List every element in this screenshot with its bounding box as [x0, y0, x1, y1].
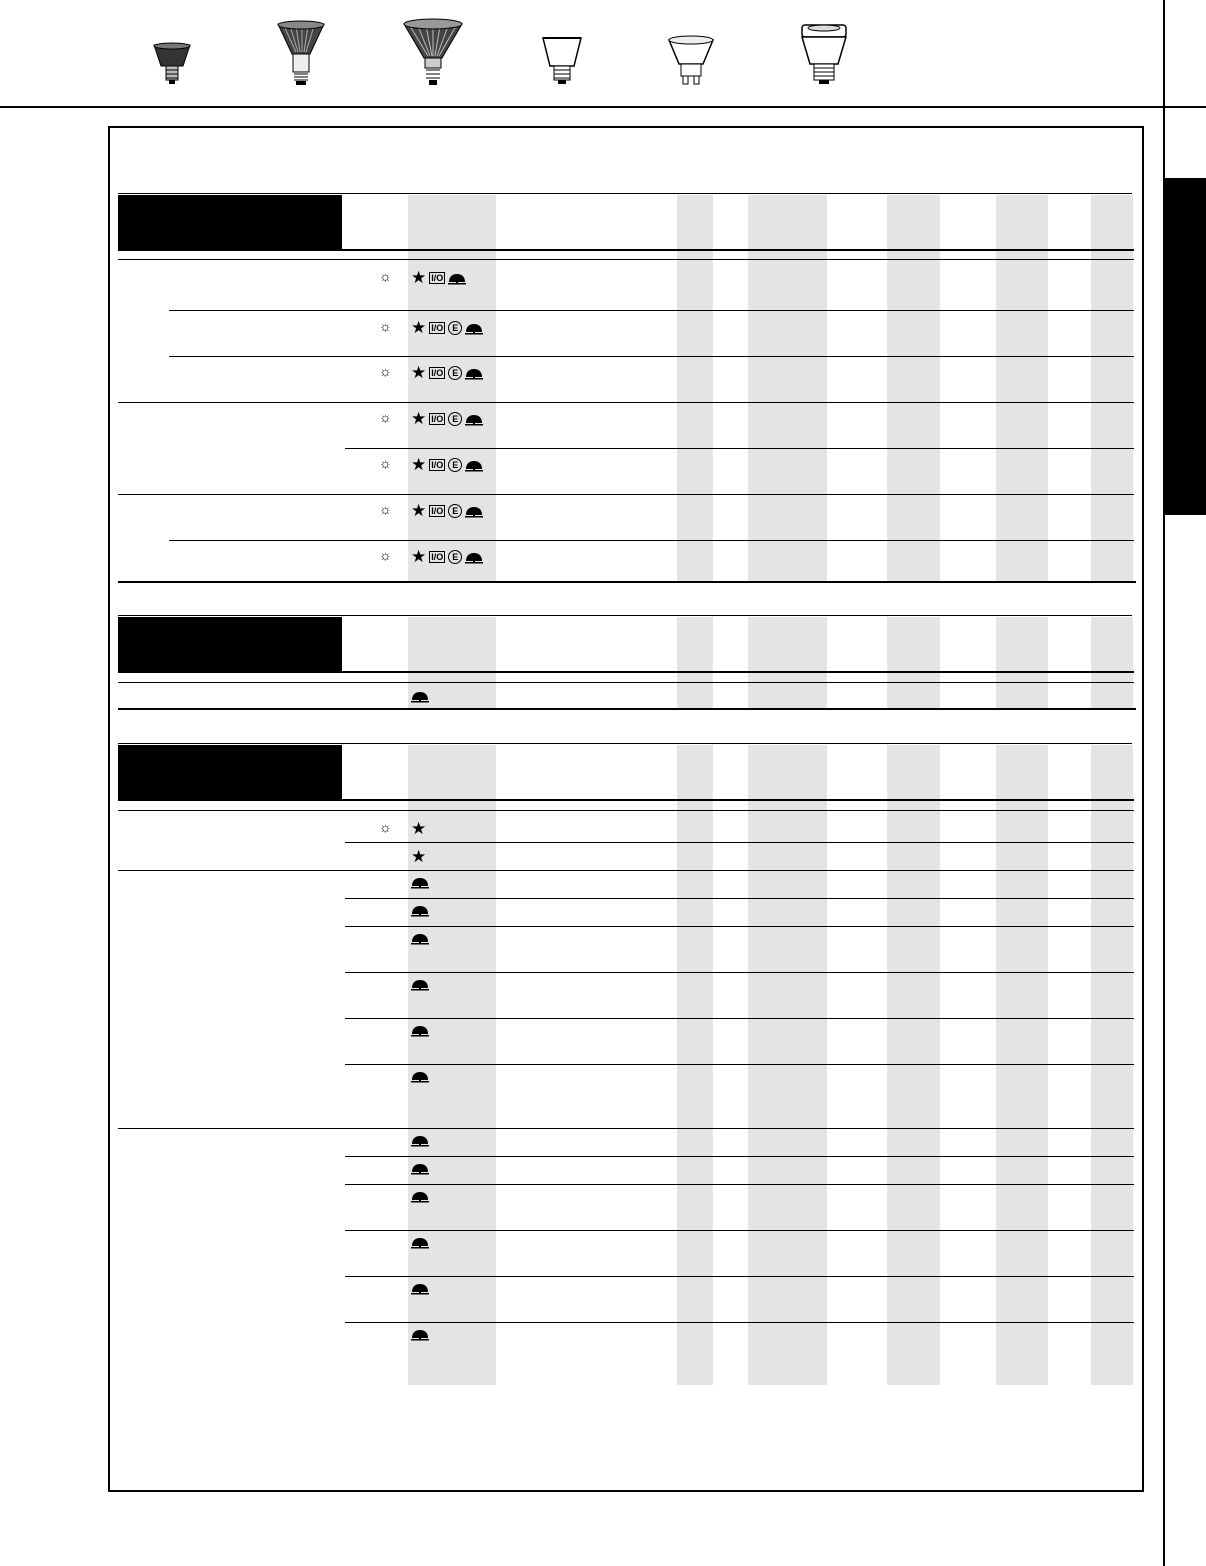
- feature-symbol-group: [411, 1134, 429, 1146]
- table-rule: [345, 926, 1134, 927]
- section-header-block: [118, 745, 342, 800]
- shaded-column: [748, 195, 827, 581]
- feature-symbol-group: [411, 690, 429, 702]
- table-rule: [118, 870, 1134, 871]
- shaded-column: [1091, 617, 1133, 709]
- energy-star-icon: ★: [411, 363, 427, 382]
- shaded-column: [996, 617, 1048, 709]
- table-rule: [118, 193, 1132, 194]
- sun-icon: ☼: [379, 547, 392, 563]
- indoor-outdoor-icon: I/O: [431, 413, 444, 424]
- section-header-block: [118, 617, 342, 672]
- table-rule: [169, 356, 1134, 357]
- energy-star-icon: ★: [411, 819, 427, 838]
- shaded-column: [887, 745, 940, 1385]
- table-rule: [345, 898, 1134, 899]
- table-rule: [118, 615, 1132, 616]
- ecologo-tree-icon: [411, 1134, 429, 1146]
- feature-symbol-group: [411, 1070, 429, 1082]
- feature-symbol-group: [411, 1024, 429, 1036]
- energy-star-icon: ★: [411, 268, 427, 287]
- sun-icon: ☼: [379, 455, 392, 471]
- energy-star-icon: ★: [411, 318, 427, 337]
- par20-halogen-lamp-icon: [150, 42, 194, 86]
- ecologo-tree-icon: [411, 978, 429, 990]
- feature-symbol-group: [411, 269, 466, 286]
- indoor-outdoor-icon: I/O: [431, 367, 444, 378]
- led-reflector-lamp-icon: [798, 22, 850, 86]
- sun-icon: ☼: [379, 318, 392, 334]
- feature-symbol-group: [411, 319, 483, 336]
- ecologo-tree-icon: [411, 904, 429, 916]
- shaded-column: [748, 617, 827, 709]
- ecologo-tree-icon: [411, 932, 429, 944]
- table-rule: [118, 1128, 1134, 1129]
- ecologo-tree-icon: [411, 1282, 429, 1294]
- ecologo-tree-icon: [465, 367, 483, 379]
- table-rule: [118, 581, 1136, 583]
- feature-symbol-group: [411, 1236, 429, 1248]
- feature-symbol-group: [411, 456, 483, 473]
- table-rule: [118, 708, 1136, 710]
- feature-symbol-group: [411, 978, 429, 990]
- ecologo-tree-icon: [411, 1162, 429, 1174]
- table-rule: [345, 1322, 1134, 1323]
- table-rule: [345, 972, 1134, 973]
- shaded-column: [996, 745, 1048, 1385]
- ecologo-tree-icon: [465, 413, 483, 425]
- energy-e-icon: E: [448, 321, 462, 335]
- led-par-lamp-icon: [540, 34, 584, 86]
- gu10-led-lamp-icon: [666, 34, 716, 86]
- table-rule: [118, 682, 1134, 683]
- table-rule: [118, 402, 1134, 403]
- sun-icon: ☼: [379, 819, 392, 835]
- feature-symbol-group: [411, 502, 483, 519]
- table-rule: [345, 1184, 1134, 1185]
- indoor-outdoor-icon: I/O: [431, 551, 444, 562]
- table-rule: [118, 249, 1134, 251]
- energy-e-icon: E: [448, 504, 462, 518]
- energy-e-icon: E: [448, 412, 462, 426]
- ecologo-tree-icon: [411, 1070, 429, 1082]
- ecologo-tree-icon: [411, 1190, 429, 1202]
- energy-e-icon: E: [448, 550, 462, 564]
- energy-star-icon: ★: [411, 547, 427, 566]
- ecologo-tree-icon: [465, 459, 483, 471]
- ecologo-tree-icon: [465, 505, 483, 517]
- ecologo-tree-icon: [465, 322, 483, 334]
- header-rule: [0, 106, 1206, 108]
- feature-symbol-group: [411, 820, 426, 837]
- energy-star-icon: ★: [411, 847, 427, 866]
- table-rule: [345, 842, 1134, 843]
- lamp-image-strip: [0, 0, 1164, 107]
- table-rule: [345, 1276, 1134, 1277]
- table-rule: [118, 671, 1134, 673]
- feature-symbol-group: [411, 1162, 429, 1174]
- feature-symbol-group: [411, 904, 429, 916]
- shaded-column: [1091, 745, 1133, 1385]
- energy-e-icon: E: [448, 366, 462, 380]
- ecologo-tree-icon: [411, 876, 429, 888]
- sun-icon: ☼: [379, 409, 392, 425]
- energy-star-icon: ★: [411, 455, 427, 474]
- ecologo-tree-icon: [465, 551, 483, 563]
- feature-symbol-group: [411, 548, 483, 565]
- sun-icon: ☼: [379, 363, 392, 379]
- product-table-frame: [108, 126, 1144, 1492]
- feature-symbol-group: [411, 1282, 429, 1294]
- table-rule: [345, 1018, 1134, 1019]
- table-rule: [118, 259, 1134, 260]
- ecologo-tree-icon: [411, 1024, 429, 1036]
- table-rule: [345, 1230, 1134, 1231]
- shaded-column: [408, 195, 496, 581]
- shaded-column: [887, 195, 940, 581]
- feature-symbol-group: [411, 364, 483, 381]
- ecologo-tree-icon: [411, 1236, 429, 1248]
- shaded-column: [748, 745, 827, 1385]
- table-rule: [118, 810, 1134, 811]
- table-rule: [169, 310, 1134, 311]
- sun-icon: ☼: [379, 501, 392, 517]
- feature-symbol-group: [411, 410, 483, 427]
- ecologo-tree-icon: [411, 1328, 429, 1340]
- table-rule: [118, 743, 1132, 744]
- indoor-outdoor-icon: I/O: [431, 505, 444, 516]
- shaded-column: [1091, 195, 1133, 581]
- shaded-column: [677, 745, 713, 1385]
- indoor-outdoor-icon: I/O: [431, 322, 444, 333]
- energy-star-icon: ★: [411, 409, 427, 428]
- ecologo-tree-icon: [411, 690, 429, 702]
- feature-symbol-group: [411, 848, 426, 865]
- indoor-outdoor-icon: I/O: [431, 272, 444, 283]
- shaded-column: [677, 195, 713, 581]
- section-header-block: [118, 195, 342, 250]
- feature-symbol-group: [411, 1190, 429, 1202]
- par30-long-neck-lamp-icon: [276, 20, 326, 86]
- energy-star-icon: ★: [411, 501, 427, 520]
- sun-icon: ☼: [379, 268, 392, 284]
- table-rule: [345, 448, 1134, 449]
- shaded-column: [677, 617, 713, 709]
- table-rule: [345, 1156, 1134, 1157]
- shaded-column: [887, 617, 940, 709]
- shaded-column: [996, 195, 1048, 581]
- indoor-outdoor-icon: I/O: [431, 459, 444, 470]
- feature-symbol-group: [411, 932, 429, 944]
- section-tab: [1165, 178, 1206, 515]
- energy-e-icon: E: [448, 458, 462, 472]
- par38-halogen-lamp-icon: [402, 18, 464, 86]
- table-rule: [345, 1064, 1134, 1065]
- table-rule: [118, 799, 1134, 801]
- feature-symbol-group: [411, 1328, 429, 1340]
- table-rule: [169, 540, 1134, 541]
- feature-symbol-group: [411, 876, 429, 888]
- ecologo-tree-icon: [448, 272, 466, 284]
- table-rule: [118, 494, 1134, 495]
